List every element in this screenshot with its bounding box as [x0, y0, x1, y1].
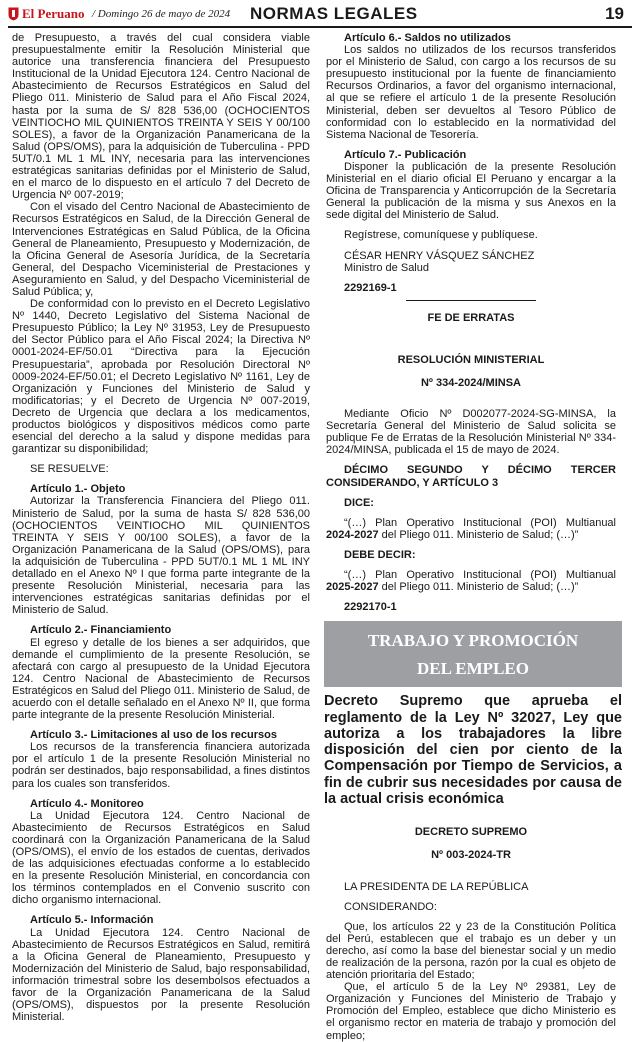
decree-title: Decreto Supremo que aprueba el reglamento de la Ley Nº 32027, Ley que autoriza a los trabajadores la libre disposición del cien por ciento de la Compensación por Tiempo de Servicios, a fin de cubrir sus necesidades por causa de la actual crisis económica	[324, 693, 622, 808]
paragraph: Que, el artículo 5 de la Ley Nº 29381, Ley de Organización y Funciones del Ministerio de Trabajo y Promoción del Empleo, establece que dicho Ministerio es el organismo rector en materia de trabajo y promoción del empleo;	[326, 981, 616, 1042]
signer-title: Ministro de Salud	[344, 261, 429, 274]
right-column	[324, 32, 622, 1042]
resolution-number: Nº 334-2024/MINSA	[420, 376, 521, 389]
newspaper-brand: El Peruano	[22, 6, 85, 21]
page-header	[0, 0, 640, 28]
paragraph: de Presupuesto, a través del cual considera viable presupuestalmente emitir la Resolución Ministerial que autorice una transferencia financiera del Presupuesto Institucional de la Unidad Ejecutora 124. Centro Nacional de Abastecimiento de Recursos Estratégicos en Salud del Pliego 011. Ministerio de Salud para el Año Fiscal 2024, hasta por la suma de S/ 828 536,00 (OCHOCIENTOS VEINTIOCHO MIL QUINIENTOS TREINTA Y SEIS Y 00/100 SOLES), a favor de la Organización Panamericana de la Salud (OPS/OMS), para la adquisición de Tuberculina - PPD 5UT/0.1 ML 1 ML INY, necesaria para las intervenciones estratégicas sanitarias definidas por el Ministerio de Salud, en el marco de lo dispuesto en el artículo 7 del Decreto de Urgencia Nº 007-2019;	[12, 32, 310, 202]
section-banner: TRABAJO Y PROMOCIÓN DEL EMPLEO	[324, 621, 622, 687]
errata-text: Mediante Oficio Nº D002077-2024-SG-MINSA, la Secretaría General del Ministerio de Salud solicita se publique Fe de Erratas de la Resolución Ministerial Nº 334-2024/MINSA, publicada el 15 de mayo de 2024.	[326, 408, 616, 457]
closing-formula: Regístrese, comuníquese y publíquese.	[344, 229, 538, 242]
considerando-heading: CONSIDERANDO:	[344, 900, 437, 913]
article-3-title: Artículo 3.- Limitaciones al uso de los recursos	[30, 729, 277, 742]
dice-label: DICE:	[344, 496, 374, 509]
header-divider	[8, 26, 632, 28]
article-7-title: Artículo 7.- Publicación	[344, 148, 467, 161]
article-4-text: La Unidad Ejecutora 124. Centro Nacional de Abastecimiento de Recursos Estratégicos en Salud coordinará con la Organización Panamericana de la Salud (OPS/OMS), el envío de los estados de cuentas, derivados de las adquisiciones efectuadas conforme a lo establecido en la presente Resolución Ministerial, en concordancia con los términos contemplados en el Convenio suscrito con dicho organismo internacional.	[12, 809, 310, 907]
paragraph: De conformidad con lo previsto en el Decreto Legislativo Nº 1440, Decreto Legislativo del Sistema Nacional de Presupuesto Público; la Ley Nº 31953, Ley de Presupuesto del Sector Público para el Año Fiscal 2024; la Directiva Nº 0001-2024-EF/50.01 “Directiva para la Ejecución Presupuestaria”, aprobada por Resolución Directoral Nº 0009-2024-EF/50.01; el Decreto Legislativo Nº 1161, Ley de Organización y Funciones del Ministerio de Salud y modificatorias; y el Decreto de Urgencia Nº 007-2019, Decreto de Urgencia que declara a los medicamentos, productos biológicos y dispositivos médicos como parte esencial del derecho a la salud y dispone medidas para garantizar su disponibilidad;	[12, 298, 310, 456]
article-3-text: Los recursos de la transferencia financiera autorizada por el artículo 1 de la presente Resolución Ministerial no podrán ser destinados, bajo responsabilidad, a fines distintos para los cuales son transferidos.	[12, 741, 310, 790]
resolution-title: RESOLUCIÓN MINISTERIAL	[397, 353, 545, 366]
shield-icon	[8, 7, 19, 21]
el-peruano-logo	[8, 6, 84, 22]
article-4-title: Artículo 4.- Monitoreo	[30, 797, 144, 810]
decree-number: Nº 003-2024-TR	[431, 849, 511, 862]
article-1-text: Autorizar la Transferencia Financiera del Pliego 011. Ministerio de Salud, por la suma de hasta S/ 828 536,00 (OCHOCIENTOS VEINTIOCHO MIL QUINIENTOS TREINTA Y SEIS Y 00/100 SOLES), a favor de la Organización Panamericana de la Salud (OPS/OMS), para la adquisición de Tuberculina - PPD 5UT/0.1 ML 1 ML INY detallado en el Anexo Nº I que forma parte integrante de la presente Resolución Ministerial, necesaria para las intervenciones estratégicas sanitarias definidas por el Ministerio de Salud.	[12, 495, 310, 617]
article-5-title: Artículo 5.- Información	[30, 914, 154, 927]
page-number: 19	[605, 4, 624, 23]
signer-name: CÉSAR HENRY VÁSQUEZ SÁNCHEZ	[344, 249, 535, 262]
publication-code: 2292170-1	[344, 601, 397, 614]
article-7-text: Disponer la publicación de la presente Resolución Ministerial en el diario oficial El Peruano y encargar a la Oficina de Transparencia y Anticorrupción de la Secretaría General la publicación de la misma y sus Anexos en la sede digital del Ministerio de Salud.	[326, 160, 616, 222]
decree-label: DECRETO SUPREMO	[414, 826, 528, 839]
article-2-title: Artículo 2.- Financiamiento	[30, 624, 172, 637]
left-column	[12, 32, 310, 1023]
debe-decir-text: “(…) Plan Operativo Institucional (POI) Multianual 2025-2027 del Pliego 011. Ministerio de Salud; (…)”	[326, 569, 616, 594]
publication-code: 2292169-1	[344, 281, 397, 294]
article-6-title: Artículo 6.- Saldos no utilizados	[344, 32, 511, 44]
article-1-title: Artículo 1.- Objeto	[30, 483, 126, 496]
debe-decir-label: DEBE DECIR:	[344, 548, 416, 561]
article-5-text: La Unidad Ejecutora 124. Centro Nacional de Abastecimiento de Recursos Estratégicos en Salud, remitirá a la Oficina General de Planeamiento, Presupuesto y Modernización del Ministerio de Salud, bajo responsabilidad, información trimestral sobre los desembolsos efectuados a favor de la Organización Panamericana de la Salud (OPS/OMS), dispuestos por la presente Resolución Ministerial.	[12, 926, 310, 1024]
dice-text: “(…) Plan Operativo Institucional (POI) Multianual 2024-2027 del Pliego 011. Ministerio de Salud; (…)”	[326, 516, 616, 541]
errata-subject: DÉCIMO SEGUNDO Y DÉCIMO TERCER CONSIDERANDO, Y ARTÍCULO 3	[326, 464, 616, 489]
resolution-heading: SE RESUELVE:	[30, 463, 109, 476]
paragraph: Con el visado del Centro Nacional de Abastecimiento de Recursos Estratégicos en Salud, de la Dirección General de Intervenciones Estratégicas en Salud Pública, de la Oficina General de Planeamiento, Presupuesto y Modernización, de la Oficina General de Asesoría Jurídica, de la Secretaría General, del Despacho Viceministerial de Prestaciones y Aseguramiento en Salud, y del Despacho Viceministerial de Salud Pública; y,	[12, 201, 310, 298]
section-divider	[406, 300, 536, 301]
paragraph: Que, los artículos 22 y 23 de la Constitución Política del Perú, establecen que el trabajo es un deber y un derecho, así como la base del bienestar social y un medio de realización de la persona, razón por la cual es objeto de atención prioritaria del Estado;	[326, 920, 616, 982]
issuer: LA PRESIDENTA DE LA REPÚBLICA	[344, 880, 529, 893]
section-title: NORMAS LEGALES	[250, 4, 418, 23]
publication-date: / Domingo 26 de mayo de 2024	[92, 8, 231, 20]
article-2-text: El egreso y detalle de los bienes a ser adquiridos, que demande el cumplimiento de la presente Resolución, se afectará con cargo al presupuesto de la Unidad Ejecutora 124. Centro Nacional de Abastecimiento de Recursos Estratégicos en Salud del Pliego 011. Ministerio de Salud, de acuerdo con el detalle señalado en el Anexo Nº II, que forma parte integrante de la presente Resolución Ministerial.	[12, 636, 310, 722]
errata-heading: FE DE ERRATAS	[427, 311, 515, 324]
article-6-text: Los saldos no utilizados de los recursos transferidos por el Ministerio de Salud, con cargo a los recursos de su presupuesto institucional por la fuente de financiamiento Recursos Ordinarios, a favor del organismo internacional, al que se refiere el artículo 1 de la presente Resolución Ministerial, deben ser devueltos al Tesoro Público de conformidad con lo establecido en la normatividad del Sistema Nacional de Tesorería.	[326, 44, 616, 141]
